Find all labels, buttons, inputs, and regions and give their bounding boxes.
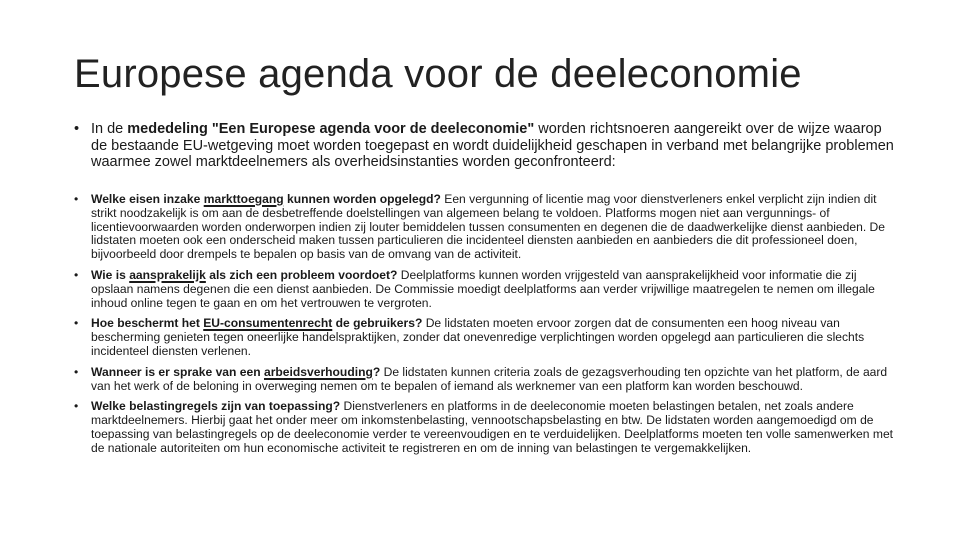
- bullet-dot: •: [74, 399, 79, 414]
- bullet-dot: •: [74, 267, 79, 282]
- answer-text: De lidstaten moeten ervoor zorgen dat de consumenten een hoog niveau van bescherming genieten tegen oneerlijke handelspraktijken, zonder dat onevenredige verplichtingen worden opgelegd aan particulieren die slechts incidenteel diensten verlenen.: [91, 316, 865, 358]
- list-item: [74, 317, 894, 358]
- answer-text: Een vergunning of licentie mag voor dienstverleners enkel verplicht zijn indien dit strikt noodzakelijk is om aan de desbetreffende doelstellingen van algemeen belang te voldoen. Platforms mogen niet aan vergunnings- of licentievoorwaarden worden onderworpen indien zij louter bemiddelen tussen consumenten en degenen die de daadwerkelijke dienst aanbieden. De lidstaten moeten ook een onderscheid maken tussen particulieren die incidenteel diensten aanbieden en aanbieders die dit professioneel doen, bijvoorbeeld door drempels te bepalen op basis van de omvang van de activiteit.: [91, 192, 886, 262]
- question-pre: Welke eisen inzake: [91, 192, 204, 206]
- intro-pre: In de: [91, 121, 128, 137]
- answer-text: Dienstverleners en platforms in de deeleconomie moeten belastingen betalen, net zoals andere marktdeelnemers. Hierbij gaat het onder meer om inkomstenbelasting, vennootschapsbelasting en btw. De lidstaten worden aangemoedigd om de toepassing van belastingregels op de deeleconomie verder te vereenvoudigen en te verduidelijken. Deelplatforms moeten ten volle samenwerken met de nationale autoriteiten om hun economische activiteit te registreren en om de inning van belastingen te vergemakkelijken.: [91, 399, 894, 455]
- question-post: de gebruikers?: [332, 316, 423, 331]
- answer-text: De lidstaten kunnen criteria zoals de gezagsverhouding ten opzichte van het platform, de aard van het werk of de beloning in overweging nemen om te bepalen of iemand als werknemer van een platform kan worden beschouwd.: [91, 364, 888, 393]
- answer-text: Deelplatforms kunnen worden vrijgesteld van aansprakelijkheid voor informatie die zij opslaan namens degenen die een dienst aanbieden. De Commissie moedigt deelplatforms aan verder vrijwillige maatregelen te nemen om illegale inhoud online tegen te gaan en om het vertrouwen te vergroten.: [91, 267, 875, 310]
- intro-paragraph: [74, 121, 894, 171]
- bullet-list: [74, 193, 894, 463]
- question-pre: Wie is: [91, 267, 130, 282]
- question-post: ?: [372, 364, 381, 379]
- bullet-dot: •: [74, 316, 79, 331]
- question-post: kunnen worden opgelegd?: [283, 192, 441, 206]
- intro-bullet-row: [74, 121, 894, 171]
- list-item: [74, 193, 894, 262]
- list-item: [74, 400, 894, 455]
- slide-title: Europese agenda voor de deeleconomie: [74, 52, 802, 96]
- question-underlined: aansprakelijk: [129, 267, 206, 282]
- bullet-dot: •: [74, 121, 80, 137]
- question-underlined: arbeidsverhouding: [263, 364, 373, 379]
- question-underlined: markttoegang: [203, 192, 284, 206]
- question-pre: Wanneer is er sprake van een: [91, 364, 264, 379]
- question-post: als zich een probleem voordoet?: [205, 267, 398, 282]
- question-underlined: EU-consumentenrecht: [203, 316, 333, 331]
- question-pre: Hoe beschermt het: [91, 316, 204, 331]
- bullet-dot: •: [74, 364, 79, 379]
- intro-bold: mededeling "Een Europese agenda voor de deeleconomie": [127, 121, 535, 137]
- bullet-dot: •: [74, 192, 79, 206]
- list-item: [74, 366, 894, 394]
- list-item: [74, 269, 894, 310]
- question-pre: Welke belastingregels zijn van toepassing?: [91, 399, 341, 414]
- intro-post: worden richtsnoeren aangereikt over de wijze waarop de bestaande EU-wetgeving moet worden toegepast en wordt duidelijkheid geschapen in verband met belangrijke problemen waarmee zowel marktdeelnemers als overheidsinstanties worden geconfronteerd:: [91, 121, 894, 170]
